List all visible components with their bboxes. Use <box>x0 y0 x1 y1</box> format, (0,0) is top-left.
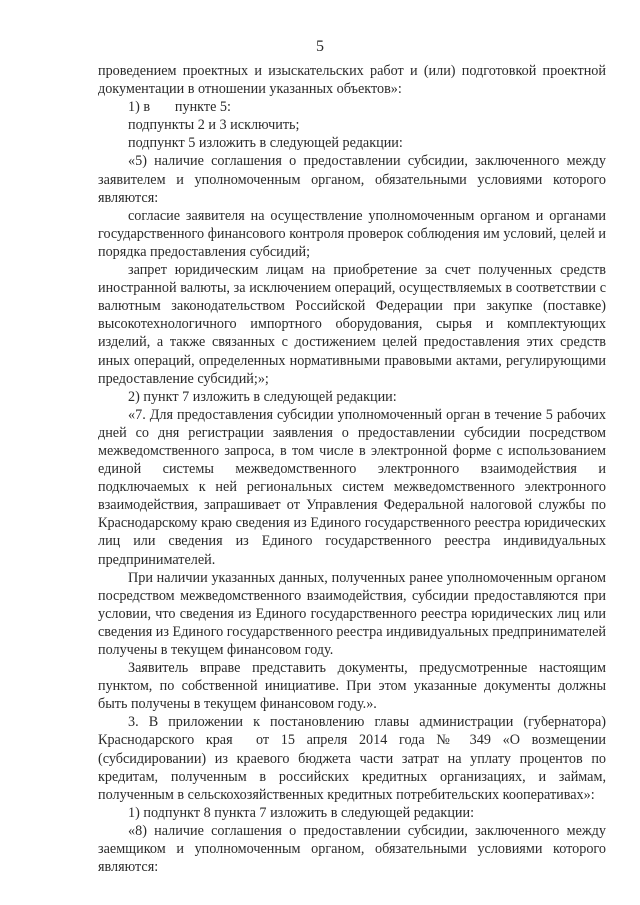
document-body <box>98 62 606 876</box>
paragraph-5: «5) наличие соглашения о предоставлении субсидии, заключенного между заявителем и уполномоченным органом, обязательными условиями которого являются: <box>98 153 606 206</box>
paragraph-6: согласие заявителя на осуществление уполномоченным органом и органами государственного финансового контроля проверок соблюдения им условий, целей и порядка предоставления субсидий; <box>98 207 606 260</box>
paragraph-1: проведением проектных и изыскательских работ и (или) подготовкой проектной документации в отношении указанных объектов»: <box>98 63 606 98</box>
paragraph-10: При наличии указанных данных, полученных ранее уполномоченным органом посредством межведомственного взаимодействия, субсидии предоставляются при условии, что сведения из Единого государственного реестра юридических лиц или сведения из Единого государственного реестра индивидуальных предпринимателей получены в текущем финансовом году. <box>98 569 606 658</box>
paragraph-9: «7. Для предоставления субсидии уполномоченный орган в течение 5 рабочих дней со дня регистрации заявления о предоставлении субсидии посредством межведомственного запроса, в том числе в электронной форме с использованием единой системы межведомственного электронного взаимодействия и подключаемых к ней региональных систем межведомственного электронного взаимодействия, запрашивает от Управления Федеральной налоговой службы по Краснодарскому краю сведения из Единого государственного реестра юридических лиц или сведения из Единого государственного реестра индивидуальных предпринимателей. <box>98 406 606 568</box>
paragraph-2: 1) в пункте 5: <box>128 99 231 116</box>
paragraph-13: 1) подпункт 8 пункта 7 изложить в следующей редакции: <box>128 804 475 821</box>
paragraph-8: 2) пункт 7 изложить в следующей редакции: <box>128 388 397 405</box>
paragraph-12: 3. В приложении к постановлению главы администрации (губернатора) Краснодарского края от 15 апреля 2014 года № 349 «О возмещении (субсидировании) из краевого бюджета части затрат на уплату процентов по кредитам, полученным в российских кредитных организациях, и займам, полученным в сельскохозяйственных кредитных потребительских кооперативах»: <box>98 714 606 803</box>
paragraph-3: подпункты 2 и 3 исключить; <box>128 117 300 134</box>
paragraph-4: подпункт 5 изложить в следующей редакции: <box>128 135 403 152</box>
paragraph-14: «8) наличие соглашения о предоставлении субсидии, заключенного между заемщиком и уполномоченным органом, обязательными условиями которого являются: <box>98 822 606 876</box>
page-number: 5 <box>316 38 324 55</box>
paragraph-11: Заявитель вправе представить документы, предусмотренные настоящим пунктом, по собственной инициативе. При этом указанные документы должны быть получены в текущем финансовом году.». <box>98 660 606 713</box>
paragraph-7: запрет юридическим лицам на приобретение за счет полученных средств иностранной валюты, за исключением операций, осуществляемых в соответствии с валютным законодательством Российской Федерации при закупке (поставке) высокотехнологичного импортного оборудования, сырья и комплектующих изделий, а также связанных с достижением целей предоставления этих средств иных операций, определенных нормативными правовыми актами, регулирующими предоставление субсидий;»; <box>98 262 606 387</box>
